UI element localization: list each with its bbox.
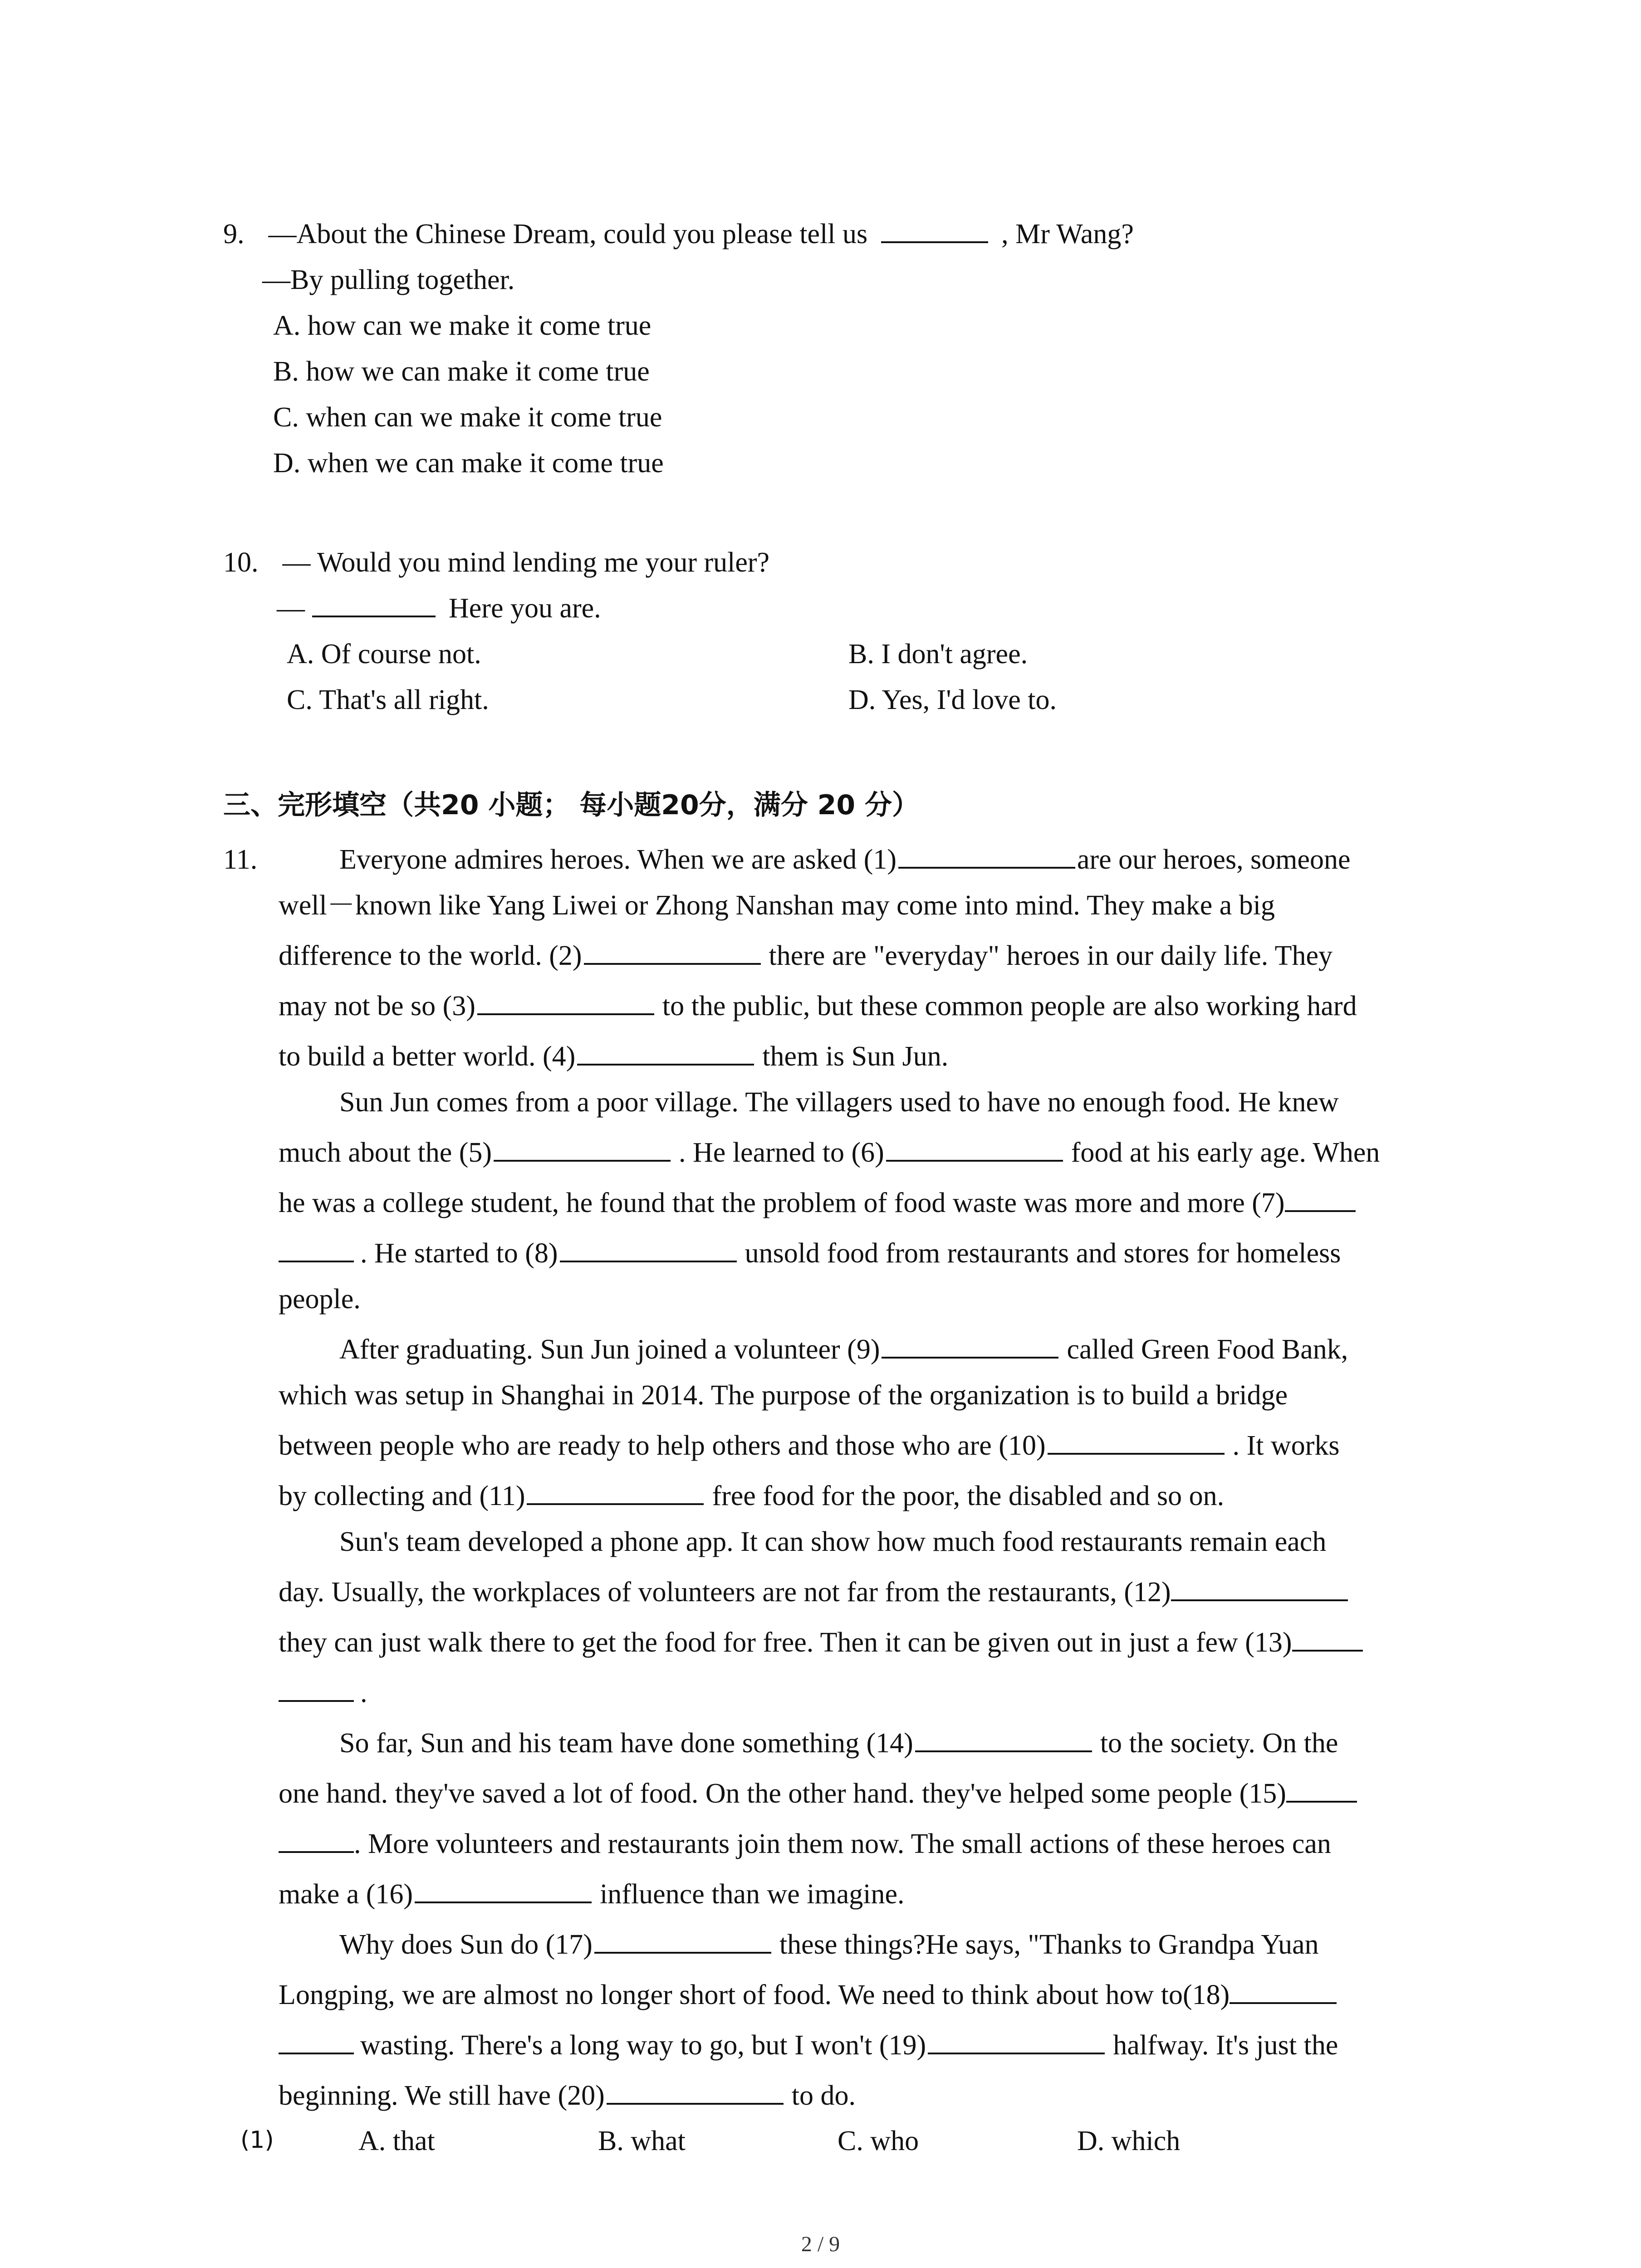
passage-line — [339, 1084, 1339, 1120]
blank-15-end — [279, 1826, 354, 1853]
choice1-option-c: C. who — [838, 2126, 919, 2156]
q9-answer-line: —By pulling together. — [262, 264, 515, 295]
passage-text: . — [360, 1677, 367, 1708]
choice1-option-a: A. that — [358, 2126, 435, 2156]
passage-line — [279, 1826, 1331, 1862]
passage-line — [279, 1675, 367, 1711]
passage-text: halfway. It's just the — [1113, 2030, 1338, 2061]
passage-text: Why does Sun do (17) — [339, 1929, 593, 1960]
q9-blank — [881, 216, 988, 243]
blank-9 — [882, 1331, 1058, 1359]
blank-13-end — [279, 1675, 354, 1702]
q9-number: 9. — [223, 219, 245, 249]
passage-text: unsold food from restaurants and stores for homeless — [745, 1238, 1341, 1269]
passage-line — [279, 1624, 1363, 1661]
blank-1 — [898, 841, 1075, 869]
passage-line — [279, 1977, 1337, 2013]
passage-line — [339, 1926, 1319, 1963]
passage-line — [279, 1478, 1224, 1514]
passage-text: make a (16) — [279, 1879, 413, 1910]
blank-15-start — [1286, 1775, 1357, 1803]
passage-text: After graduating. Sun Jun joined a volunteer (9) — [339, 1334, 880, 1365]
q10-option-b: B. I don't agree. — [848, 639, 1028, 670]
q9-option-d: D. when we can make it come true — [273, 448, 664, 479]
blank-16 — [415, 1876, 592, 1903]
blank-17 — [594, 1926, 771, 1954]
passage-text: beginning. We still have (20) — [279, 2080, 605, 2111]
passage-text: to the society. On the — [1100, 1728, 1338, 1759]
passage-text: he was a college student, he found that the problem of food waste was more and more (7) — [279, 1188, 1285, 1218]
q9-stem-before: —About the Chinese Dream, could you please tell us — [268, 219, 868, 249]
q10-number: 10. — [223, 547, 259, 578]
passage-text: So far, Sun and his team have done something (14) — [339, 1728, 913, 1759]
passage-text: food at his early age. When — [1071, 1137, 1380, 1168]
q9-stem-after: , Mr Wang? — [1001, 219, 1134, 249]
blank-3 — [477, 988, 654, 1015]
choice1-option-b: B. what — [598, 2126, 686, 2156]
blank-19 — [928, 2027, 1105, 2054]
blank-2 — [584, 938, 761, 965]
blank-10 — [1048, 1427, 1225, 1455]
section-title: 三、完形填空（共20 小题； 每小题20分，满分 20 分） — [223, 789, 920, 821]
passage-line — [339, 1725, 1338, 1761]
q10-reply-dash: — — [277, 593, 305, 624]
page-number: 2 / 9 — [801, 2232, 840, 2256]
passage-text: are our heroes, someone — [1077, 844, 1351, 875]
passage-text: they can just walk there to get the food for free. Then it can be given out in just a few (13) — [279, 1627, 1292, 1658]
passage-line — [339, 841, 1351, 878]
passage-text: these things?He says, "Thanks to Grandpa Yuan — [779, 1929, 1319, 1960]
passage-line — [279, 2027, 1338, 2063]
passage-text: difference to the world. (2) — [279, 940, 582, 971]
blank-11 — [527, 1478, 704, 1505]
passage-text: Sun Jun comes from a poor village. The villagers used to have no enough food. He knew — [339, 1087, 1339, 1118]
q10-option-d: D. Yes, I'd love to. — [848, 684, 1057, 715]
passage-line — [279, 1574, 1348, 1610]
passage-text: there are "everyday" heroes in our daily life. They — [769, 940, 1332, 971]
blank-8 — [560, 1235, 737, 1262]
q10-blank — [312, 590, 436, 617]
choice1-option-d: D. which — [1077, 2126, 1181, 2156]
passage-text: which was setup in Shanghai in 2014. The purpose of the organization is to build a bridge — [279, 1380, 1288, 1411]
q9-option-a: A. how can we make it come true — [273, 310, 652, 341]
passage-line — [279, 1038, 948, 1075]
blank-7-end — [279, 1235, 354, 1262]
passage-text: Everyone admires heroes. When we are asked (1) — [339, 844, 896, 875]
passage-text: people. — [279, 1284, 361, 1315]
passage-text: may not be so (3) — [279, 991, 475, 1022]
passage-text: to build a better world. (4) — [279, 1041, 576, 1072]
passage-text: to the public, but these common people are also working hard — [662, 991, 1357, 1022]
blank-20 — [607, 2077, 784, 2105]
passage-line — [279, 1427, 1340, 1464]
passage-text: Longping, we are almost no longer short of food. We need to think about how to(18) — [279, 1980, 1230, 2010]
passage-line — [279, 938, 1332, 974]
passage-line — [279, 1281, 361, 1317]
passage-text: by collecting and (11) — [279, 1481, 525, 1511]
passage-text: well－known like Yang Liwei or Zhong Nanshan may come into mind. They make a big — [279, 890, 1275, 921]
q10-reply-after: Here you are. — [449, 593, 601, 624]
passage-text: one hand. they've saved a lot of food. On the other hand. they've helped some people (15) — [279, 1778, 1286, 1809]
q10-option-a: A. Of course not. — [287, 639, 481, 670]
passage-text: much about the (5) — [279, 1137, 492, 1168]
q10-option-c: C. That's all right. — [287, 684, 489, 715]
passage-text: free food for the poor, the disabled and so on. — [712, 1481, 1225, 1511]
passage-text: . He started to (8) — [360, 1238, 558, 1269]
passage-text: . It works — [1232, 1430, 1340, 1461]
passage-text: wasting. There's a long way to go, but I won't (19) — [360, 2030, 926, 2061]
passage-line — [279, 887, 1275, 924]
passage-text: influence than we imagine. — [600, 1879, 905, 1910]
blank-7-start — [1285, 1185, 1356, 1212]
passage-line — [339, 1331, 1348, 1368]
blank-14 — [915, 1725, 1092, 1752]
passage-line — [279, 1134, 1380, 1171]
passage-text: Sun's team developed a phone app. It can show how much food restaurants remain each — [339, 1526, 1327, 1557]
passage-text: . More volunteers and restaurants join them now. The small actions of these heroes can — [354, 1828, 1331, 1859]
passage-line — [339, 1524, 1326, 1560]
q9-option-b: B. how we can make it come true — [273, 356, 650, 387]
passage-line — [279, 1775, 1357, 1812]
blank-6 — [886, 1134, 1063, 1162]
passage-line — [279, 1235, 1341, 1271]
q9-option-c: C. when can we make it come true — [273, 402, 662, 433]
blank-18-start — [1230, 1977, 1337, 2004]
q9-stem — [223, 216, 1134, 252]
passage-text: them is Sun Jun. — [762, 1041, 949, 1072]
blank-12 — [1171, 1574, 1348, 1601]
choice1-label: (1) — [240, 2126, 274, 2154]
passage-text: to do. — [791, 2080, 856, 2111]
passage-line — [279, 1876, 904, 1912]
passage-text: between people who are ready to help others and those who are (10) — [279, 1430, 1046, 1461]
passage-text: called Green Food Bank, — [1067, 1334, 1348, 1365]
q10-reply — [277, 590, 601, 626]
passage-line — [279, 1377, 1288, 1413]
passage-line — [279, 1185, 1356, 1221]
q10-stem-text: — Would you mind lending me your ruler? — [282, 547, 770, 578]
blank-18-end — [279, 2027, 354, 2054]
passage-line — [279, 2077, 856, 2114]
q10-stem — [223, 544, 769, 581]
blank-5 — [494, 1134, 671, 1162]
q11-number: 11. — [223, 844, 258, 875]
passage-line — [279, 988, 1357, 1024]
blank-4 — [577, 1038, 754, 1066]
passage-text: . He learned to (6) — [679, 1137, 884, 1168]
passage-text: day. Usually, the workplaces of volunteers are not far from the restaurants, (12) — [279, 1577, 1171, 1608]
blank-13-start — [1292, 1624, 1363, 1652]
